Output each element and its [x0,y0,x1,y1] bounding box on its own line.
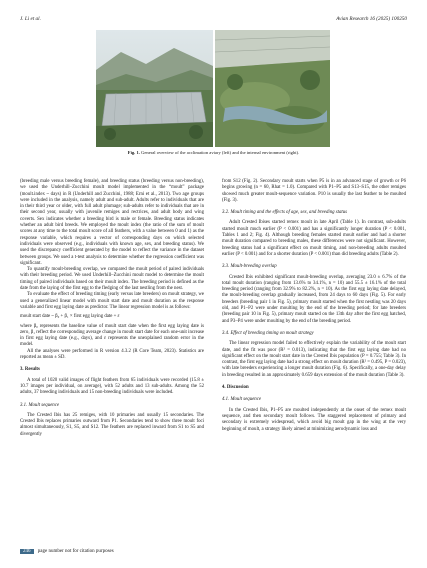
caption-label: Fig. 1. [127,150,140,155]
header-authors: J. Li et al. [20,16,41,22]
subsection-heading: 4.1. Moult sequence [222,397,262,403]
subsection-heading: 3.2. Moult timing and the effects of age, sex, and breeding status [222,210,348,216]
page-footer [20,549,114,554]
right-column [222,179,406,433]
paragraph: from S12 (Fig. 2). Secondary moult starts when P5 is in an advanced stage of growth or P6 begins growing (n = 60, Rhat = 1.0). Compared with P1–P5 and S13–S15, the other remiges showed much greater moult-sequence variation. P10 is usually the last feather to be moulted (Fig. 3). [222,179,406,203]
paragraph: A total of 1020 valid images of flight feathers from 65 individuals were recorded (15.8 ± 10.7 images per individual, on average), with 52 adults and 13 sub-adults. Among the 52 adults, 37 breeding individuals and 15 non-breeding individuals were included. [20,377,204,396]
left-column [20,179,204,438]
paragraph: where β₀ represents the baseline value of moult start date when the first egg laying date is zero, β₁ reflect the corresponding average change in moult start date for each one-unit increase in first egg laying date (e.g., days), and ε represents the unexplained random error in the model. [20,323,204,348]
subsection-heading: 3.1. Moult sequence [20,402,60,408]
running-header [20,16,407,26]
paragraph: To evaluate the effect of breeding timing (early versus late breeders) on moult strategy, we used a generalized linear model with moult start date and moult duration as the response variable and first egg laying date as predictor. The linear regression model is as follows: [20,292,204,310]
subsection-heading: 3.4. Effect of breeding timing on moult strategy [222,330,314,336]
header-journal: Avian Research 16 (2025) 100250 [336,16,407,22]
figure-1 [96,30,330,147]
figure-caption [20,150,407,155]
aviary-interior-photo [215,30,330,147]
footer-note: page number not for citation purposes [37,549,114,554]
section-heading: 4. Discussion [222,385,249,391]
paragraph: To quantify moult-breeding overlap, we compared the moult period of paired individuals with their breeding period. We used Underhill–Zucchini moult model to determine the moult timing of paired individuals based on their moult index. The breeding period is defined as the date from the laying of the first egg to the fledging of the last nestling from the nest. [20,267,204,292]
paragraph: The Crested Ibis has 25 remiges, with 10 primaries and usually 15 secondaries. The Crested Ibis replaces primaries outward from P1. Secondaries tend to show three moult foci almost simultaneously, S1, S5, and S12. The feathers are replaced inward from S1 to S5 and divergently [20,412,204,437]
page-number: 246 [20,549,34,554]
paragraph: (breeding male versus breeding female), and breeding status (breeding versus non-breeding), we used the Underhill–Zucchini moult model implemented in the “moult” package (moult.index ~ days) in R (Underhill and Zucchini, 1988; Erni et al., 2013). Two age groups were included in the analysis, namely adult and sub-adult. Adults refer to individuals that are in their third year or older, with full adult plumage; sub-adults refer to individuals that are in their second year, usually with juvenile remiges and rectrices, and adult body and wing coverts. Sex indicates whether a breeding bird is male or female. Breeding status indicates whether an adult bird breeds. We employed the moult index (the ratio of the sum of moult scores at any time to the total moult score of all feathers, with a value between 0 and 1) as the response variable, which requires a vector of corresponding days on which selected individuals were observed (e.g., individuals with known age, sex, and breeding status). We used the discrepancy coefficient generated by the model to reflect the variance in the dataset between groups. We used a t-test analysis to determine whether the regression coefficient was significant. [20,179,204,266]
section-heading: 3. Results [20,367,40,373]
paragraph: All the analyses were performed in R version 4.3.2 (R Core Team, 2023). Statistics are reported as mean ± SD. [20,348,204,361]
caption-text: General overview of the acclimation aviary (left) and the internal environment (right). [141,150,300,155]
subsection-heading: 3.3. Moult-breeding overlap [222,264,277,270]
paragraph: Crested Ibis exhibited significant moult-breeding overlap, averaging 23.0 ± 6.7% of the total moult duration (ranging from 13.6% to 34.1%, n = 10) and 55.5 ± 16.1% of the total breeding period (ranging from 32.9% to 82.2%, n = 10). As the first egg laying date delayed, the moult-breeding overlap gradually increased, from 24 days to 60 days (Fig. 5). For early breeders (breeding pair 1 in Fig. 5), primary moult started when the first nestling was 20 days old, and P1–P2 were under moulting by the end of the breeding period; for late breeders (breeding pair 10 in Fig. 5), primary moult started on the 13th day after the first egg hatched, and P3–P4 were under moulting by the end of the breeding period. [222,274,406,324]
aviary-exterior-photo [96,30,213,147]
paragraph: In the Crested Ibis, P1–P5 are moulted independently at the onset of the remex moult sequence, and then secondary moult follows. The staggered replacement of primary and secondary is extremely widespread, which avoid big moult gap in the wing at the very beginning of moult, a strategy likely aimed at minimizing aerodynamic loss and [222,407,406,432]
paragraph: The linear regression model failed to effectively explain the variability of the moult start date, and the fit was poor (R² = 0.013), indicating that the first egg laying date had no significant effect on the moult start date in the Crested Ibis population (P = 0.755; Table 3). In contrast, the first egg laying date had a strong effect on moult duration (R² = 0.495, P = 0.023), with late breeders experiencing a longer moult duration (Fig. 6). Specifically, a one-day delay in breeding resulted in an approximately 0.659 days extension of the moult duration (Table 3). [222,341,406,378]
paragraph: Adult Crested Ibises started remex moult in late April (Table 1). In contrast, sub-adults started moult much earlier (P < 0.001) and has a significantly longer duration (P < 0.001, Tables 1 and 2; Fig. 4). Although breeding females started moult earlier and had a shorter moult duration compared to breeding males, these differences were not significant. However, breeding status had a significant effect on moult timing, and non-breeding adults moulted earlier (P < 0.001) and for a shorter duration (P < 0.001) than did breeding adults (Table 2). [222,220,406,257]
equation: moult start date ~ β₀ + β₁ × first egg laying date + ε [20,314,120,320]
